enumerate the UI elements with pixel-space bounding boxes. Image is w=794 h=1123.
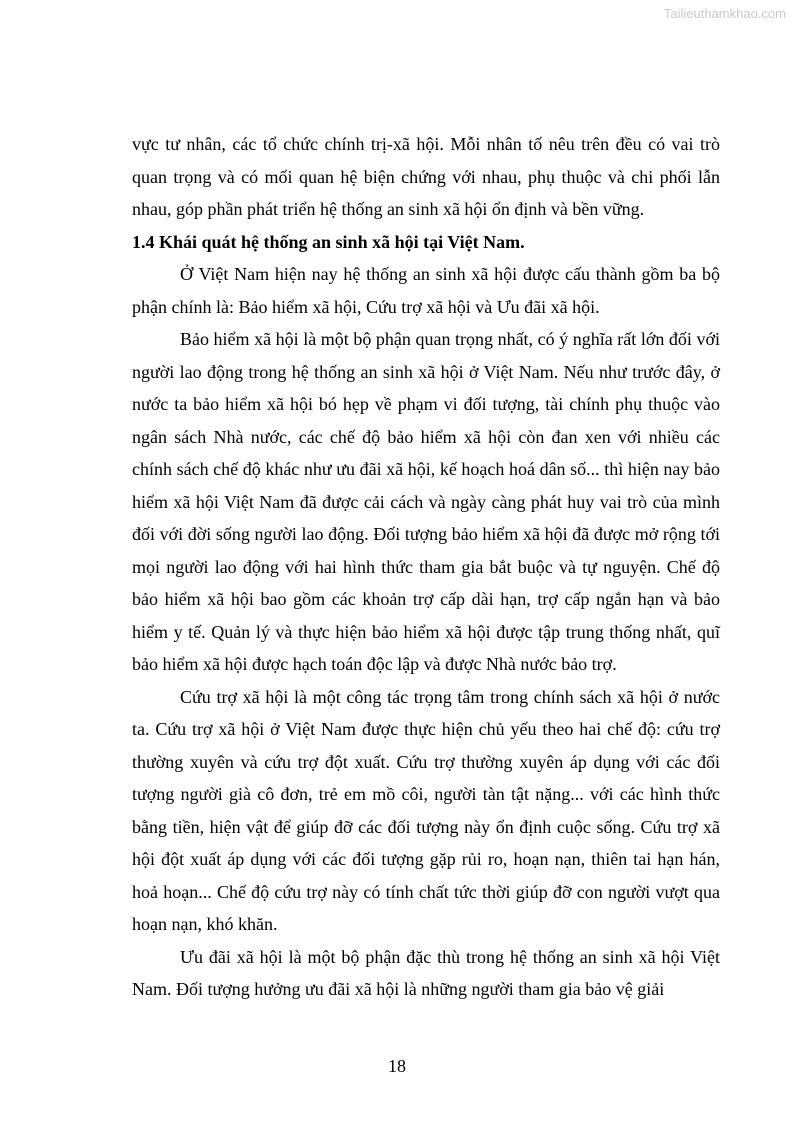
paragraph-social-preferential: Ưu đãi xã hội là một bộ phận đặc thù trong hệ thống an sinh xã hội Việt Nam. Đối tượng hưởng ưu đãi xã hội là những người tham gia bảo vệ giải (132, 946, 720, 999)
paragraph-social-assistance: Cứu trợ xã hội là một công tác trọng tâm trong chính sách xã hội ở nước ta. Cứu trợ xã hội ở Việt Nam được thực hiện chủ yếu theo hai chế độ: cứu trợ thường xuyên và cứu trợ đột xuất. Cứu trợ thường xuyên áp dụng với các đối tượng người già cô đơn, trẻ em mồ côi, người tàn tật nặng... với các hình thức bằng tiền, hiện vật để giúp đỡ các đối tượng này ổn định cuộc sống. Cứu trợ xã hội đột xuất áp dụng với các đối tượng gặp rủi ro, hoạn nạn, thiên tai hạn hán, hoả hoạn... Chế độ cứu trợ này có tính chất tức thời giúp đỡ con người vượt qua hoạn nạn, khó khăn. (132, 686, 720, 934)
section-heading: 1.4 Khái quát hệ thống an sinh xã hội tại Việt Nam. (132, 231, 525, 252)
page-content (132, 128, 720, 1006)
page-number: 18 (388, 1056, 406, 1076)
paragraph-overview: Ở Việt Nam hiện nay hệ thống an sinh xã hội được cấu thành gồm ba bộ phận chính là: Bảo hiểm xã hội, Cứu trợ xã hội và Ưu đãi xã hội. (132, 264, 720, 317)
paragraph-social-insurance: Bảo hiểm xã hội là một bộ phận quan trọng nhất, có ý nghĩa rất lớn đối với người lao động trong hệ thống an sinh xã hội ở Việt Nam. Nếu như trước đây, ở nước ta bảo hiểm xã hội bó hẹp về phạm vi đối tượng, tài chính phụ thuộc vào ngân sách Nhà nước, các chế độ bảo hiểm xã hội còn đan xen với nhiều các chính sách chế độ khác như ưu đãi xã hội, kế hoạch hoá dân số... thì hiện nay bảo hiểm xã hội Việt Nam đã được cải cách và ngày càng phát huy vai trò của mình đối với đời sống người lao động. Đối tượng bảo hiểm xã hội đã được mở rộng tới mọi người lao động với hai hình thức tham gia bắt buộc và tự nguyện. Chế độ bảo hiểm xã hội bao gồm các khoản trợ cấp dài hạn, trợ cấp ngắn hạn và bảo hiểm y tế. Quản lý và thực hiện bảo hiểm xã hội được tập trung thống nhất, quĩ bảo hiểm xã hội được hạch toán độc lập và được Nhà nước bảo trợ. (132, 329, 720, 674)
watermark-text: Tailieuthamkhao.com (663, 6, 786, 21)
paragraph-continuation: vực tư nhân, các tổ chức chính trị-xã hội. Mỗi nhân tố nêu trên đều có vai trò quan trọng và có mối quan hệ biện chứng với nhau, phụ thuộc và chi phối lẫn nhau, góp phần phát triển hệ thống an sinh xã hội ổn định và bền vững. (132, 134, 720, 219)
